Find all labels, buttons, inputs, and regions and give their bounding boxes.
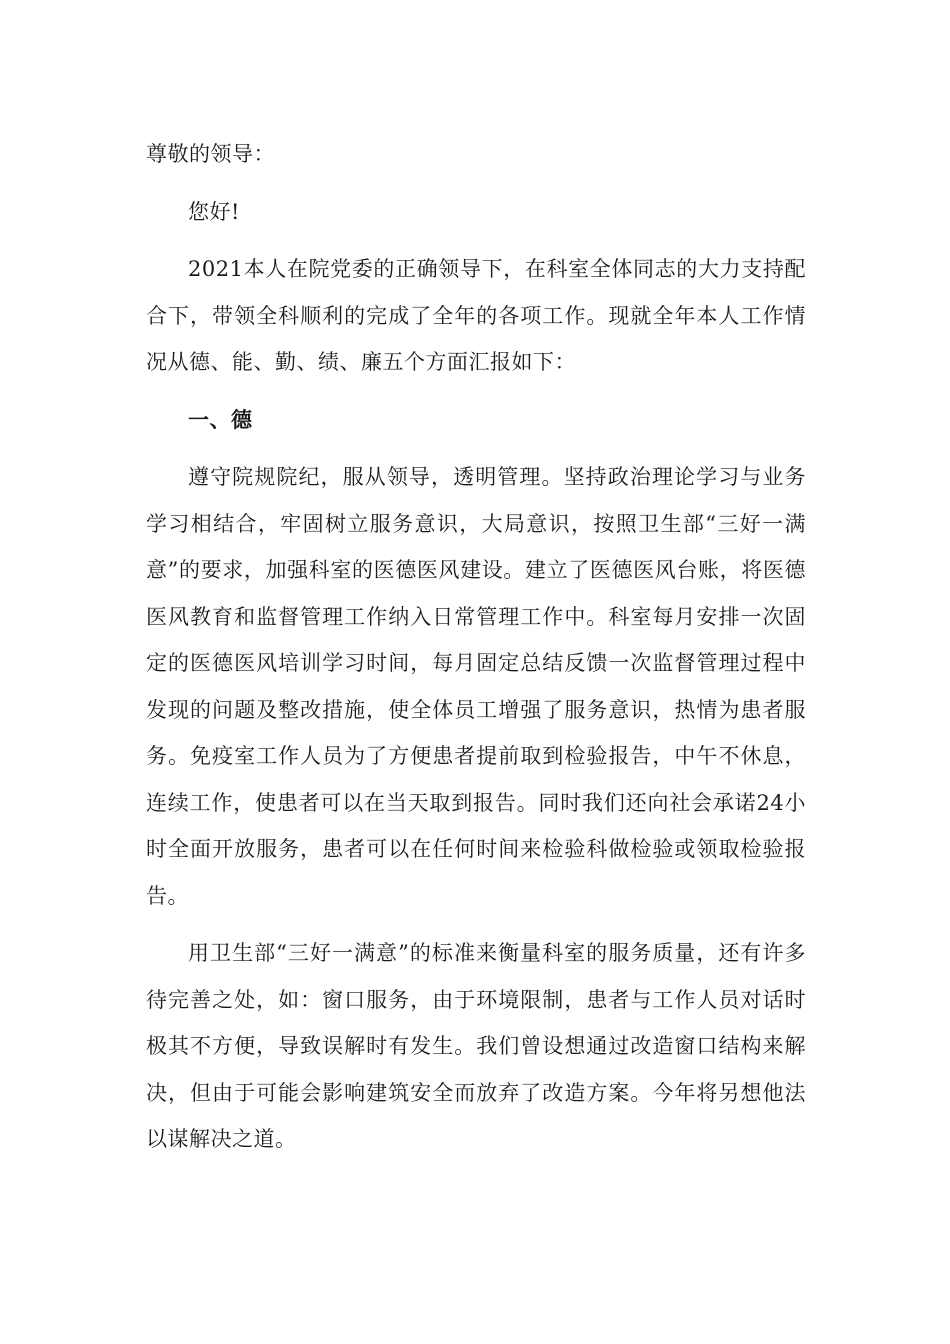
section-paragraph-2: 用卫生部“三好一满意”的标准来衡量科室的服务质量，还有许多待完善之处，如：窗口服务，由于环境限制，患者与工作人员对话时极其不方便，导致误解时有发生。我们曾设想通过改造窗口结构来解决，但由于可能会影响建筑安全而放弃了改造方案。今年将另想他法以谋解决之道。 [146,941,806,1151]
section-heading-de: 一、德 [188,407,253,432]
salutation: 尊敬的领导： [146,142,275,166]
intro-paragraph: 2021本人在院党委的正确领导下，在科室全体同志的大力支持配合下，带领全科顺利的完成了全年的各项工作。现就全年本人工作情况从德、能、勤、绩、廉五个方面汇报如下： [146,257,806,374]
document-body [146,131,806,1174]
greeting: 您好! [188,199,240,224]
section-paragraph-1: 遵守院规院纪，服从领导，透明管理。坚持政治理论学习与业务学习相结合，牢固树立服务意识，大局意识，按照卫生部“三好一满意”的要求，加强科室的医德医风建设。建立了医德医风台账，将医德医风教育和监督管理工作纳入日常管理工作中。科室每月安排一次固定的医德医风培训学习时间，每月固定总结反馈一次监督管理过程中发现的问题及整改措施，使全体员工增强了服务意识，热情为患者服务。免疫室工作人员为了方便患者提前取到检验报告，中午不休息，连续工作，使患者可以在当天取到报告。同时我们还向社会承诺24小时全面开放服务，患者可以在任何时间来检验科做检验或领取检验报告。 [146,465,806,908]
